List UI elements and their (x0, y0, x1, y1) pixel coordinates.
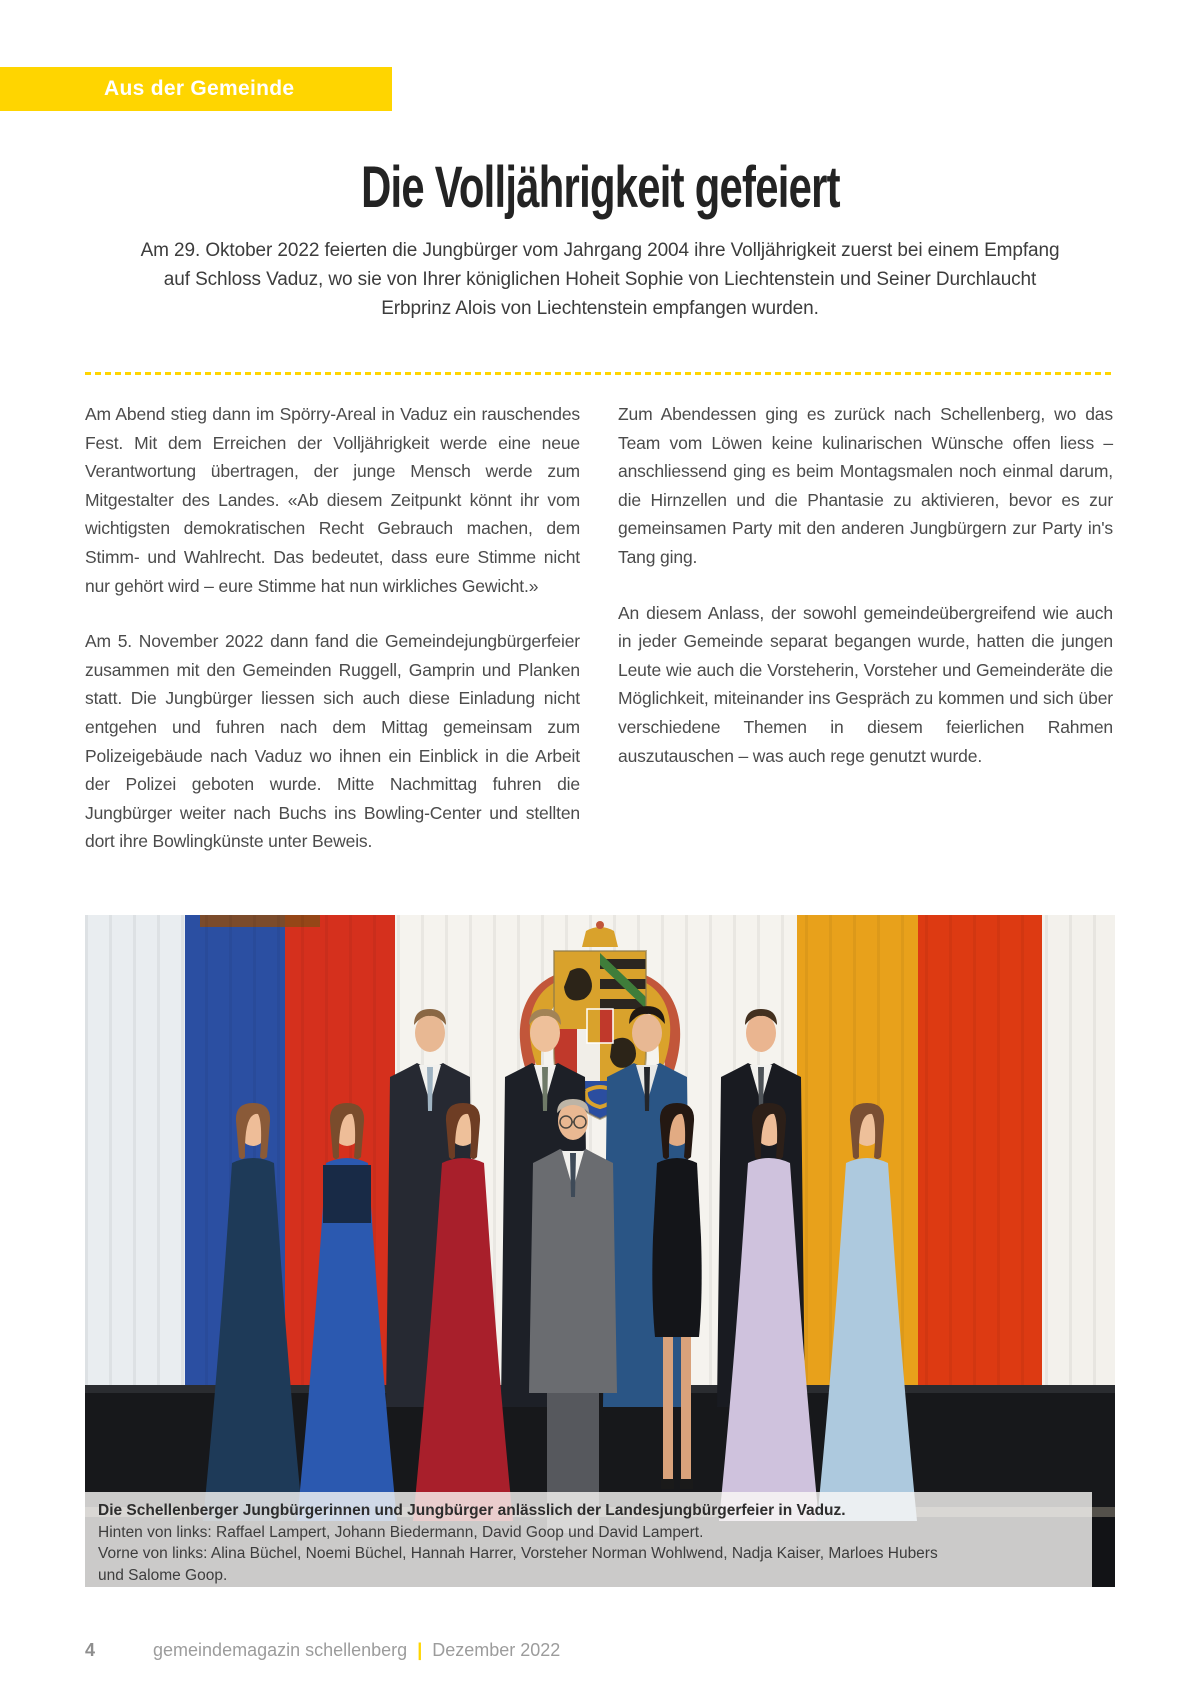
photo-caption-line: Hinten von links: Raffael Lampert, Johann Biedermann, David Goop und David Lampert. (98, 1523, 704, 1541)
dashed-divider (85, 372, 1113, 375)
paragraph: Zum Abendessen ging es zurück nach Schellenberg, wo das Team vom Löwen keine kulinarischen Wünsche offen liess – anschliessend ging es beim Montagsmalen noch einmal darum, die Hirnzellen und die Phantasie zu aktivieren, bevor es zur gemeinsamen Party mit den anderen Jungbürgern zur Party in's Tang ging. (618, 404, 1113, 567)
paragraph: An diesem Anlass, der sowohl gemeindeübergreifend wie auch in jeder Gemeinde separat begangen wurde, hatten die jungen Leute wie auch die Vorsteherin, Vorsteher und Gemeinderäte die Möglichkeit, miteinander ins Gespräch zu kommen und sich über verschiedene Themen in diesem feierlichen Rahmen auszutauschen – was auch rege genutzt wurde. (618, 602, 1113, 766)
section-label: Aus der Gemeinde (104, 77, 295, 100)
page-number: 4 (85, 1640, 96, 1660)
article-column-right (618, 400, 1113, 883)
paragraph: Am Abend stieg dann im Spörry-Areal in Vaduz ein rauschendes Fest. Mit dem Erreichen der Volljährigkeit werde eine neue Verantwortung übertragen, der junge Mensch werde zum Mitgestalter des Landes. «Ab diesem Zeitpunkt könnt ihr vom wichtigsten demokratischen Recht Gebrauch machen, dem Stimm- und Wahlrecht. Das bedeutet, dass eure Stimme nicht nur gehört wird – eure Stimme hat nun wirkliches Gewicht.» (85, 404, 580, 596)
photo-caption (85, 1492, 1092, 1587)
footer-magazine-name: gemeindemagazin schellenberg (153, 1640, 408, 1660)
section-label-band (0, 67, 392, 111)
footer-separator: | (417, 1640, 423, 1660)
article-body (85, 400, 1113, 883)
footer-issue: Dezember 2022 (432, 1640, 561, 1660)
page-footer (85, 1640, 560, 1661)
page-title-wrap (0, 156, 1200, 220)
photo-caption-title: Die Schellenberger Jungbürgerinnen und Jungbürger anlässlich der Landesjungbürgerfeier in Vaduz. (98, 1502, 846, 1519)
page-title: Die Volljährigkeit gefeiert (360, 155, 840, 220)
photo-caption-line: Vorne von links: Alina Büchel, Noemi Büchel, Hannah Harrer, Vorsteher Norman Wohlwend, Nadja Kaiser, Marloes Hubers (98, 1545, 938, 1562)
photo-caption-lines (98, 1522, 1079, 1587)
article-column-left (85, 400, 580, 883)
paragraph: Am 5. November 2022 dann fand die Gemeindejungbürgerfeier zusammen mit den Gemeinden Ruggell, Gamprin und Planken statt. Die Jungbürger liessen sich auch diese Einladung nicht entgehen und fuhren nach dem Mittag gemeinsam zum Polizeigebäude nach Vaduz wo ihnen ein Einblick in die Arbeit der Polizei geboten wurde. Mitte Nachmittag fuhren die Jungbürger weiter nach Buchs ins Bowling-Center und stellten dort ihre Bowlingkünste unter Beweis. (85, 631, 580, 852)
photo-caption-line: und Salome Goop. (98, 1566, 228, 1584)
intro-paragraph: Am 29. Oktober 2022 feierten die Jungbürger vom Jahrgang 2004 ihre Volljährigkeit zuerst bei einem Empfang auf Schloss Vaduz, wo sie von Ihrer königlichen Hoheit Sophie von Liechtenstein und Seiner Durchlaucht Erbprinz Alois von Liechtenstein empfangen wurden. (140, 240, 1060, 319)
group-photo (85, 915, 1115, 1587)
group-photo-illustration (85, 915, 1115, 1587)
